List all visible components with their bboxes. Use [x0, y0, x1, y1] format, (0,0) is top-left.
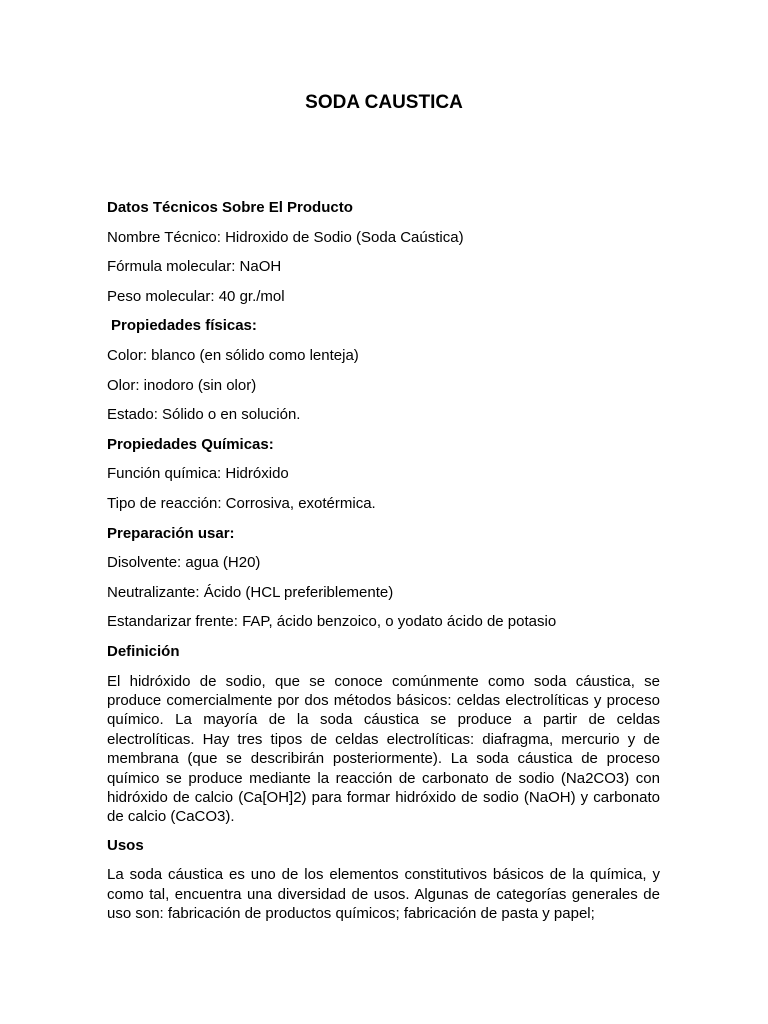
color-line: Color: blanco (en sólido como lenteja) — [107, 346, 359, 364]
estandarizar-line: Estandarizar frente: FAP, ácido benzoico, o yodato ácido de potasio — [107, 613, 557, 631]
nombre-tecnico-line: Nombre Técnico: Hidroxido de Sodio (Soda Caústica) — [107, 228, 464, 246]
olor-line: Olor: inodoro (sin olor) — [107, 376, 257, 394]
section-heading-propiedades-quimicas: Propiedades Químicas: — [107, 435, 274, 453]
neutralizante-line: Neutralizante: Ácido (HCL preferiblemente) — [107, 583, 394, 601]
tipo-reaccion-line: Tipo de reacción: Corrosiva, exotérmica. — [107, 494, 376, 512]
section-heading-definicion: Definición — [107, 642, 180, 660]
definicion-paragraph: El hidróxido de sodio, que se conoce comúnmente como soda cáustica, se produce comercialmente por dos métodos básicos: celdas electrolíticas y proceso químico. La mayoría de la soda cáustica se produce a partir de celdas electrolíticas. Hay tres tipos de celdas electrolíticas: diafragma, mercurio y de membrana (que se describirán posteriormente). La soda cáustica de proceso químico se produce mediante la reacción de carbonato de sodio (Na2CO3) con hidróxido de calcio (Ca[OH]2) para formar hidróxido de sodio (NaOH) y carbonato de calcio (CaCO3). — [107, 672, 660, 826]
section-heading-datos: Datos Técnicos Sobre El Producto — [107, 199, 353, 216]
section-heading-propiedades-fisicas: Propiedades físicas: — [111, 317, 257, 335]
estado-line: Estado: Sólido o en solución. — [107, 406, 301, 424]
peso-line: Peso molecular: 40 gr./mol — [107, 287, 285, 305]
section-heading-preparacion: Preparación usar: — [107, 524, 235, 542]
document-body — [107, 198, 660, 933]
disolvente-line: Disolvente: agua (H20) — [107, 554, 261, 572]
usos-paragraph: La soda cáustica es uno de los elementos constitutivos básicos de la química, y como tal, encuentra una diversidad de usos. Algunas de categorías generales de uso son: fabricación de productos químicos; fabricación de pasta y papel; — [107, 866, 660, 923]
formula-line: Fórmula molecular: NaOH — [107, 258, 282, 276]
document-title: SODA CAUSTICA — [305, 92, 463, 113]
section-heading-usos: Usos — [107, 836, 144, 854]
funcion-line: Función química: Hidróxido — [107, 465, 289, 483]
